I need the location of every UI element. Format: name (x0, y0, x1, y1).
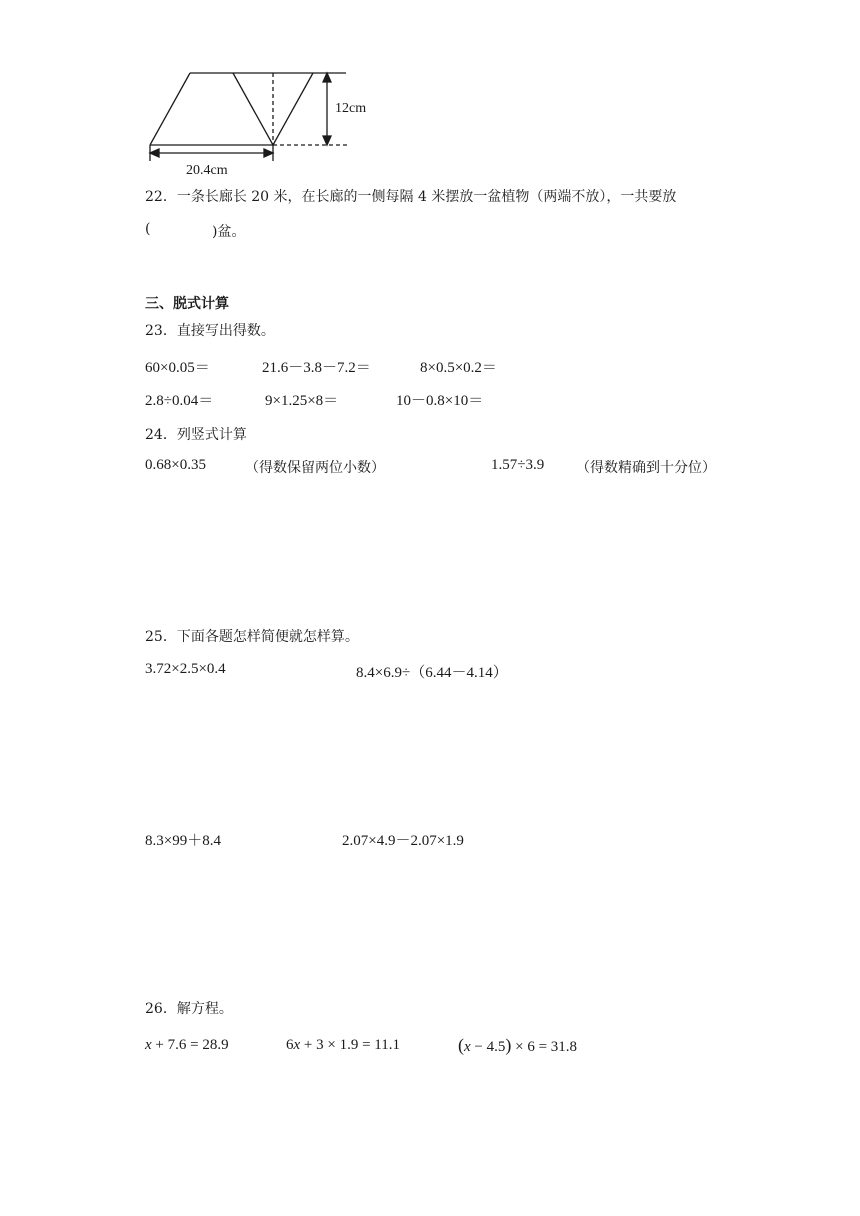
height-arrow-down (323, 136, 331, 145)
figure-inner-right (273, 73, 313, 145)
eq1-var: x (145, 1037, 152, 1053)
q25-item1: 3.72×2.5×0.4 (145, 661, 226, 677)
eq3-mid: − 4.5 (470, 1039, 506, 1055)
height-label: 12cm (335, 101, 367, 116)
q26-eq2 (286, 1037, 400, 1054)
section3-title: 三、脱式计算 (145, 296, 229, 312)
eq3-rest: × 6 = 31.8 (511, 1039, 578, 1055)
q24-item1-note: （得数保留两位小数） (245, 460, 385, 476)
base-arrow-left (150, 149, 159, 157)
height-arrow-up (323, 73, 331, 82)
q23-r1-c3: 8×0.5×0.2＝ (420, 360, 497, 376)
q23-title: 23．直接写出得数。 (145, 323, 275, 339)
eq3-var: x (464, 1039, 471, 1055)
q23-r2-c2: 9×1.25×8＝ (265, 393, 339, 409)
q25-item2: 8.4×6.9÷（6.44－4.14） (356, 665, 508, 681)
q22-line2-close: )盆。 (212, 224, 246, 240)
q26-eq1 (145, 1037, 229, 1054)
q23-r1-c2: 21.6－3.8－7.2＝ (262, 360, 371, 376)
q23-r2-c3: 10－0.8×10＝ (396, 393, 484, 409)
q24-item2-note: （得数精确到十分位） (576, 460, 716, 476)
q24-item1-expr: 0.68×0.35 (145, 457, 206, 473)
q25-item4: 2.07×4.9－2.07×1.9 (342, 833, 464, 849)
eq1-rest: + 7.6 = 28.9 (151, 1037, 229, 1053)
q22-line1: 22．一条长廊长 20 米，在长廊的一侧每隔 4 米摆放一盆植物（两端不放），一共要放 (145, 189, 677, 205)
eq3-close: ) (505, 1035, 512, 1055)
base-label: 20.4cm (186, 163, 228, 178)
q26-eq3 (458, 1035, 577, 1056)
q26-title: 26．解方程。 (145, 1001, 233, 1017)
figure-inner-left (233, 73, 273, 145)
q23-r1-c1: 60×0.05＝ (145, 360, 210, 376)
trapezoid-figure (140, 62, 380, 180)
eq2-var: x (293, 1037, 301, 1053)
q24-item2-expr: 1.57÷3.9 (491, 457, 545, 473)
eq2-rest: + 3 × 1.9 = 11.1 (300, 1037, 400, 1053)
eq3-open: ( (458, 1035, 464, 1055)
figure-left-edge (150, 73, 190, 145)
q24-title: 24．列竖式计算 (145, 427, 247, 443)
base-arrow-right (264, 149, 273, 157)
q25-item3: 8.3×99＋8.4 (145, 833, 221, 849)
eq2-coef: 6 (286, 1037, 294, 1053)
q22-line2-open: ( (145, 221, 151, 237)
q25-title: 25．下面各题怎样简便就怎样算。 (145, 629, 359, 645)
q23-r2-c1: 2.8÷0.04＝ (145, 393, 214, 409)
